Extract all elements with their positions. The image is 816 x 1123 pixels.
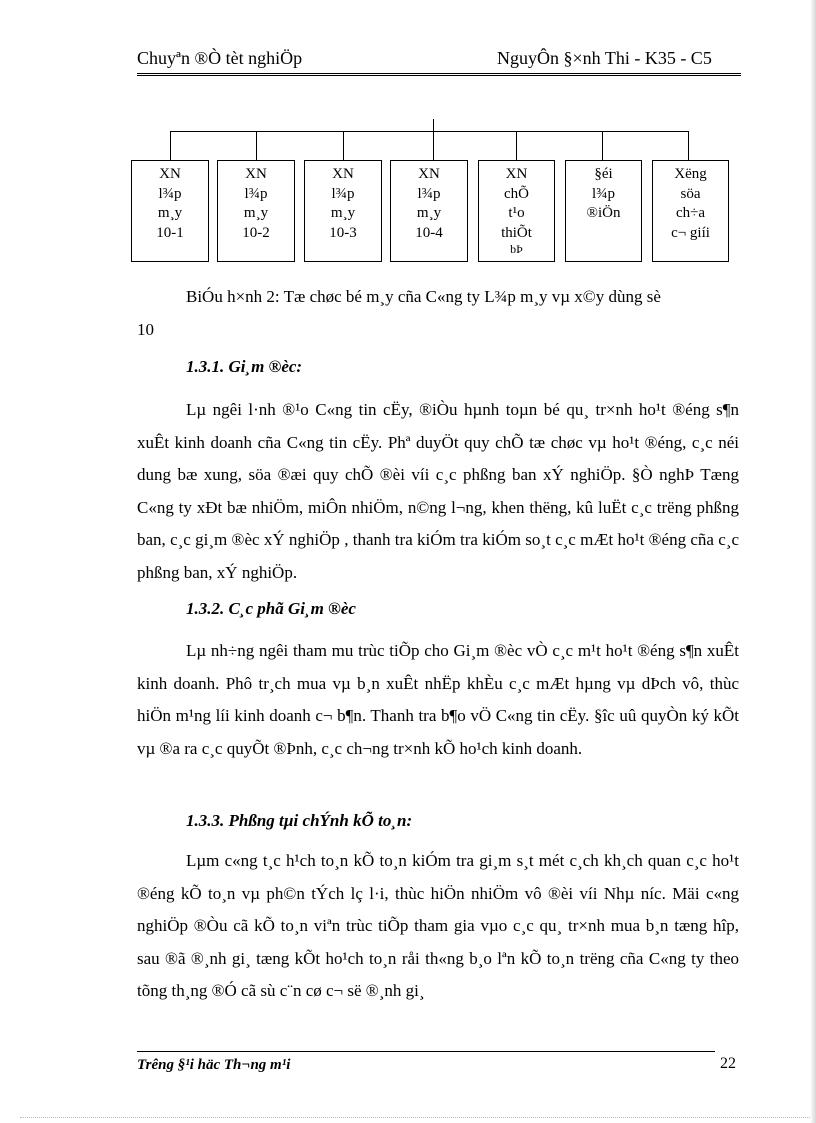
org-unit-label: bÞ: [510, 242, 523, 256]
org-unit-label: 10-1: [156, 224, 184, 241]
page-number: 22: [720, 1055, 736, 1072]
org-unit-label: m¸y: [330, 205, 356, 221]
chart-connector: [170, 131, 171, 160]
org-unit-label: XN: [505, 166, 528, 182]
org-unit-label: l¾p: [592, 185, 615, 202]
section-heading: 1.3.2. C¸c phã Gi¸m ®èc: [186, 599, 356, 618]
org-unit-label: ®iÖn: [586, 205, 621, 221]
org-unit-label: chÕ: [504, 185, 529, 202]
org-unit-label: thiÕt: [501, 224, 532, 241]
chart-horizontal-bus: [170, 131, 689, 132]
org-unit-box: [390, 160, 468, 262]
chart-connector: [343, 131, 344, 160]
org-unit-box: [304, 160, 382, 262]
org-unit-label: m¸y: [157, 205, 183, 221]
chart-connector: [688, 131, 689, 160]
chart-connector: [602, 131, 603, 160]
header-author: NguyÔn §×nh Thi - K35 - C5: [497, 48, 712, 68]
org-unit-label: söa: [680, 185, 701, 202]
org-unit-label: m¸y: [243, 205, 269, 221]
page-edge-shadow: [810, 0, 816, 1123]
org-unit-label: t¹o: [508, 205, 525, 221]
org-unit-label: l¾p: [244, 185, 268, 202]
org-unit-label: c¬ giíi: [671, 224, 710, 241]
chart-caption-continued: 10: [137, 320, 154, 339]
org-unit-label: XN: [245, 166, 267, 182]
section-paragraph: Lµ ngêi l·nh ®¹o C«ng tin cËy, ®iÒu hµnh toµn bé qu¸ tr×nh ho¹t ®éng s¶n xuÊt kinh doanh cña C«ng tin cËy. Phª duyÖt quy chÕ tæ chøc vµ ho¹t ®éng, c¸c néi dung bæ xung, söa ®æi quy chÕ ®èi víi c¸c phßng ban xÝ nghiÖp. §Ò nghÞ Tæng C«ng ty xÐt bæ nhiÖm, miÔn nhiÖm, n©ng l¬ng, khen thëng, kû luËt c¸c trëng phßng ban, c¸c gi¸m ®èc xÝ nghiÖp , thanh tra kiÓm tra kiÓm so¸t c¸c mÆt ho¹t ®éng cña c¸c phßng ban, xÝ nghiÖp.: [137, 400, 739, 582]
footer-institution: Trêng §¹i häc Th¬ng m¹i: [137, 1057, 291, 1073]
section-paragraph: Lµm c«ng t¸c h¹ch to¸n kÕ to¸n kiÓm tra gi¸m s¸t mét c¸ch kh¸ch quan c¸c ho¹t ®éng kÕ to¸n vµ ph©n tÝch lç l·i, thùc hiÖn nhiÖm vô ®èi víi Nhµ níc. Mäi c«ng nghiÖp ®Òu cã kÕ to¸n viªn trùc tiÕp tham gia vµo c¸c qu¸ tr×nh mua b¸n tæng hîp, sau ®ã ®¸nh gi¸ tæng kÕt ho¹ch to¸n råi th«ng b¸o lªn kÕ to¸n trëng cña C«ng ty theo tõng th¸ng ®Ó cã sù c¨n cø c¬ së ®¸nh gi¸: [137, 851, 739, 1000]
org-unit-box: [652, 160, 729, 262]
org-unit-box: [217, 160, 295, 262]
chart-connector: [256, 131, 257, 160]
org-unit-label: 10-4: [415, 224, 443, 241]
org-unit-label: Xëng: [674, 166, 707, 182]
header-left-title: Chuyªn ®Ò tèt nghiÖp: [137, 48, 303, 68]
header-rule: [137, 73, 741, 76]
org-unit-box: [478, 160, 555, 262]
org-unit-label: XN: [159, 166, 181, 182]
org-unit-label: XN: [418, 166, 440, 182]
org-unit-label: 10-2: [242, 224, 270, 241]
org-unit-box: [565, 160, 642, 262]
chart-trunk-line: [433, 119, 434, 160]
org-unit-label: §éi: [594, 166, 613, 182]
org-unit-label: 10-3: [329, 224, 357, 241]
org-unit-label: ch÷a: [675, 205, 706, 221]
org-unit-label: m¸y: [416, 205, 442, 221]
page-bottom-dotted-line: [20, 1117, 810, 1118]
footer-rule: [137, 1051, 715, 1052]
section-heading: 1.3.3. Phßng tµi chÝnh kÕ to¸n:: [186, 811, 413, 830]
chart-connector: [516, 131, 517, 160]
org-unit-label: XN: [332, 166, 354, 182]
org-unit-label: l¾p: [158, 185, 182, 202]
section-heading: 1.3.1. Gi¸m ®èc:: [186, 357, 303, 376]
org-unit-box: [131, 160, 209, 262]
chart-caption: BiÓu h×nh 2: Tæ chøc bé m¸y cña C«ng ty L¾p m¸y vµ x©y dùng sè: [186, 287, 661, 306]
org-unit-label: l¾p: [331, 185, 355, 202]
org-unit-label: l¾p: [417, 185, 441, 202]
section-paragraph: Lµ nh÷ng ngêi tham mu trùc tiÕp cho Gi¸m ®èc vÒ c¸c m¹t ho¹t ®éng s¶n xuÊt kinh doanh. Phô tr¸ch mua vµ b¸n xuÊt nhËp khÈu c¸c mÆt hµng vµ dÞch vô, thùc hiÖn m¹ng líi kinh doanh c¬ b¶n. Thanh tra b¶o vÖ C«ng tin cËy. §îc uû quyÒn ký kÕt vµ ®a ra c¸c quyÕt ®Þnh, c¸c ch¬ng tr×nh kÕ ho¹ch kinh doanh.: [137, 641, 739, 758]
